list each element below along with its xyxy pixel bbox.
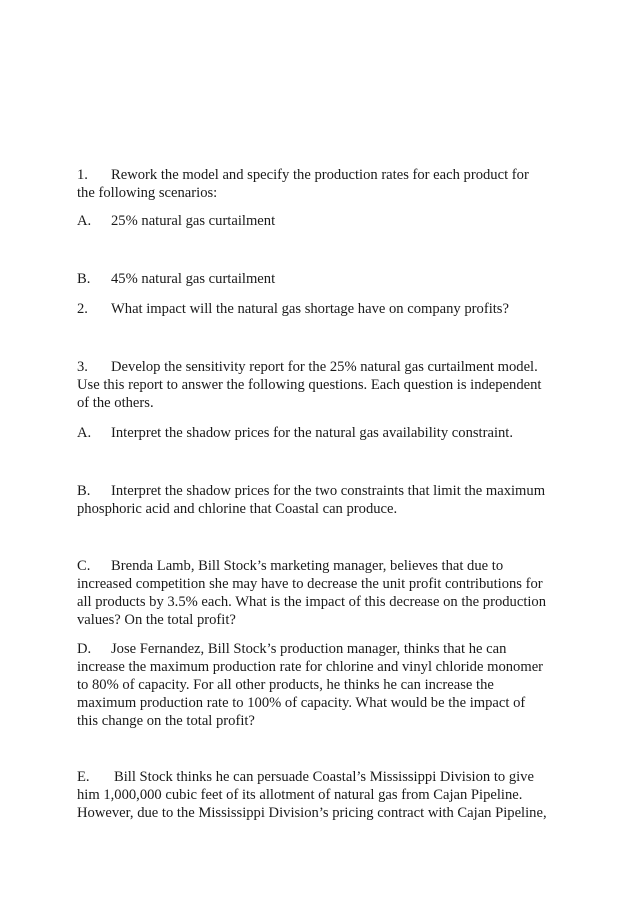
text-line: E. Bill Stock thinks he can persuade Coastal’s Mississippi Division to give: [77, 769, 534, 785]
question-3-a: [77, 424, 557, 442]
text-line: C. Brenda Lamb, Bill Stock’s marketing manager, believes that due to: [77, 558, 504, 574]
text-line: phosphoric acid and chlorine that Coastal can produce.: [77, 501, 398, 517]
text-line: B. 45% natural gas curtailment: [77, 271, 276, 287]
text-line: D. Jose Fernandez, Bill Stock’s production manager, thinks that he can: [77, 641, 507, 657]
question-2: [77, 300, 557, 318]
question-1-b: [77, 270, 557, 288]
item-marker: 2.: [77, 301, 88, 317]
text-line: A. 25% natural gas curtailment: [77, 213, 276, 229]
item-marker: D.: [77, 641, 92, 657]
text-line: of the others.: [77, 395, 154, 411]
text-line: Use this report to answer the following questions. Each question is independent: [77, 377, 542, 393]
text-line: to 80% of capacity. For all other products, he thinks he can increase the: [77, 677, 494, 693]
question-3-e: [77, 768, 557, 822]
item-marker: A.: [77, 213, 92, 229]
text-line: maximum production rate to 100% of capacity. What would be the impact of: [77, 695, 526, 711]
item-marker: B.: [77, 271, 91, 287]
item-marker: C.: [77, 558, 91, 574]
text-line: him 1,000,000 cubic feet of its allotment of natural gas from Cajan Pipeline.: [77, 787, 523, 803]
text-line: A. Interpret the shadow prices for the natural gas availability constraint.: [77, 425, 513, 441]
question-3-d: [77, 640, 557, 730]
text-line: B. Interpret the shadow prices for the two constraints that limit the maximum: [77, 483, 546, 499]
question-3-b: [77, 482, 557, 518]
text-line: increase the maximum production rate for chlorine and vinyl chloride monomer: [77, 659, 544, 675]
text-line: 2. What impact will the natural gas shortage have on company profits?: [77, 301, 509, 317]
text-line: However, due to the Mississippi Division’s pricing contract with Cajan Pipeline,: [77, 805, 547, 821]
text-line: increased competition she may have to decrease the unit profit contributions for: [77, 576, 543, 592]
question-3-c: [77, 557, 557, 629]
question-1-a: [77, 212, 557, 230]
text-line: all products by 3.5% each. What is the impact of this decrease on the production: [77, 594, 547, 610]
question-3: [77, 358, 557, 412]
text-line: the following scenarios:: [77, 185, 218, 201]
text-line: 1. Rework the model and specify the production rates for each product for: [77, 167, 529, 183]
item-marker: 1.: [77, 167, 88, 183]
item-marker: B.: [77, 483, 91, 499]
item-marker: A.: [77, 425, 92, 441]
item-marker: E.: [77, 769, 90, 785]
text-line: 3. Develop the sensitivity report for the 25% natural gas curtailment model.: [77, 359, 538, 375]
text-line: values? On the total profit?: [77, 612, 236, 628]
text-line: this change on the total profit?: [77, 713, 255, 729]
question-1: [77, 166, 557, 202]
item-marker: 3.: [77, 359, 88, 375]
